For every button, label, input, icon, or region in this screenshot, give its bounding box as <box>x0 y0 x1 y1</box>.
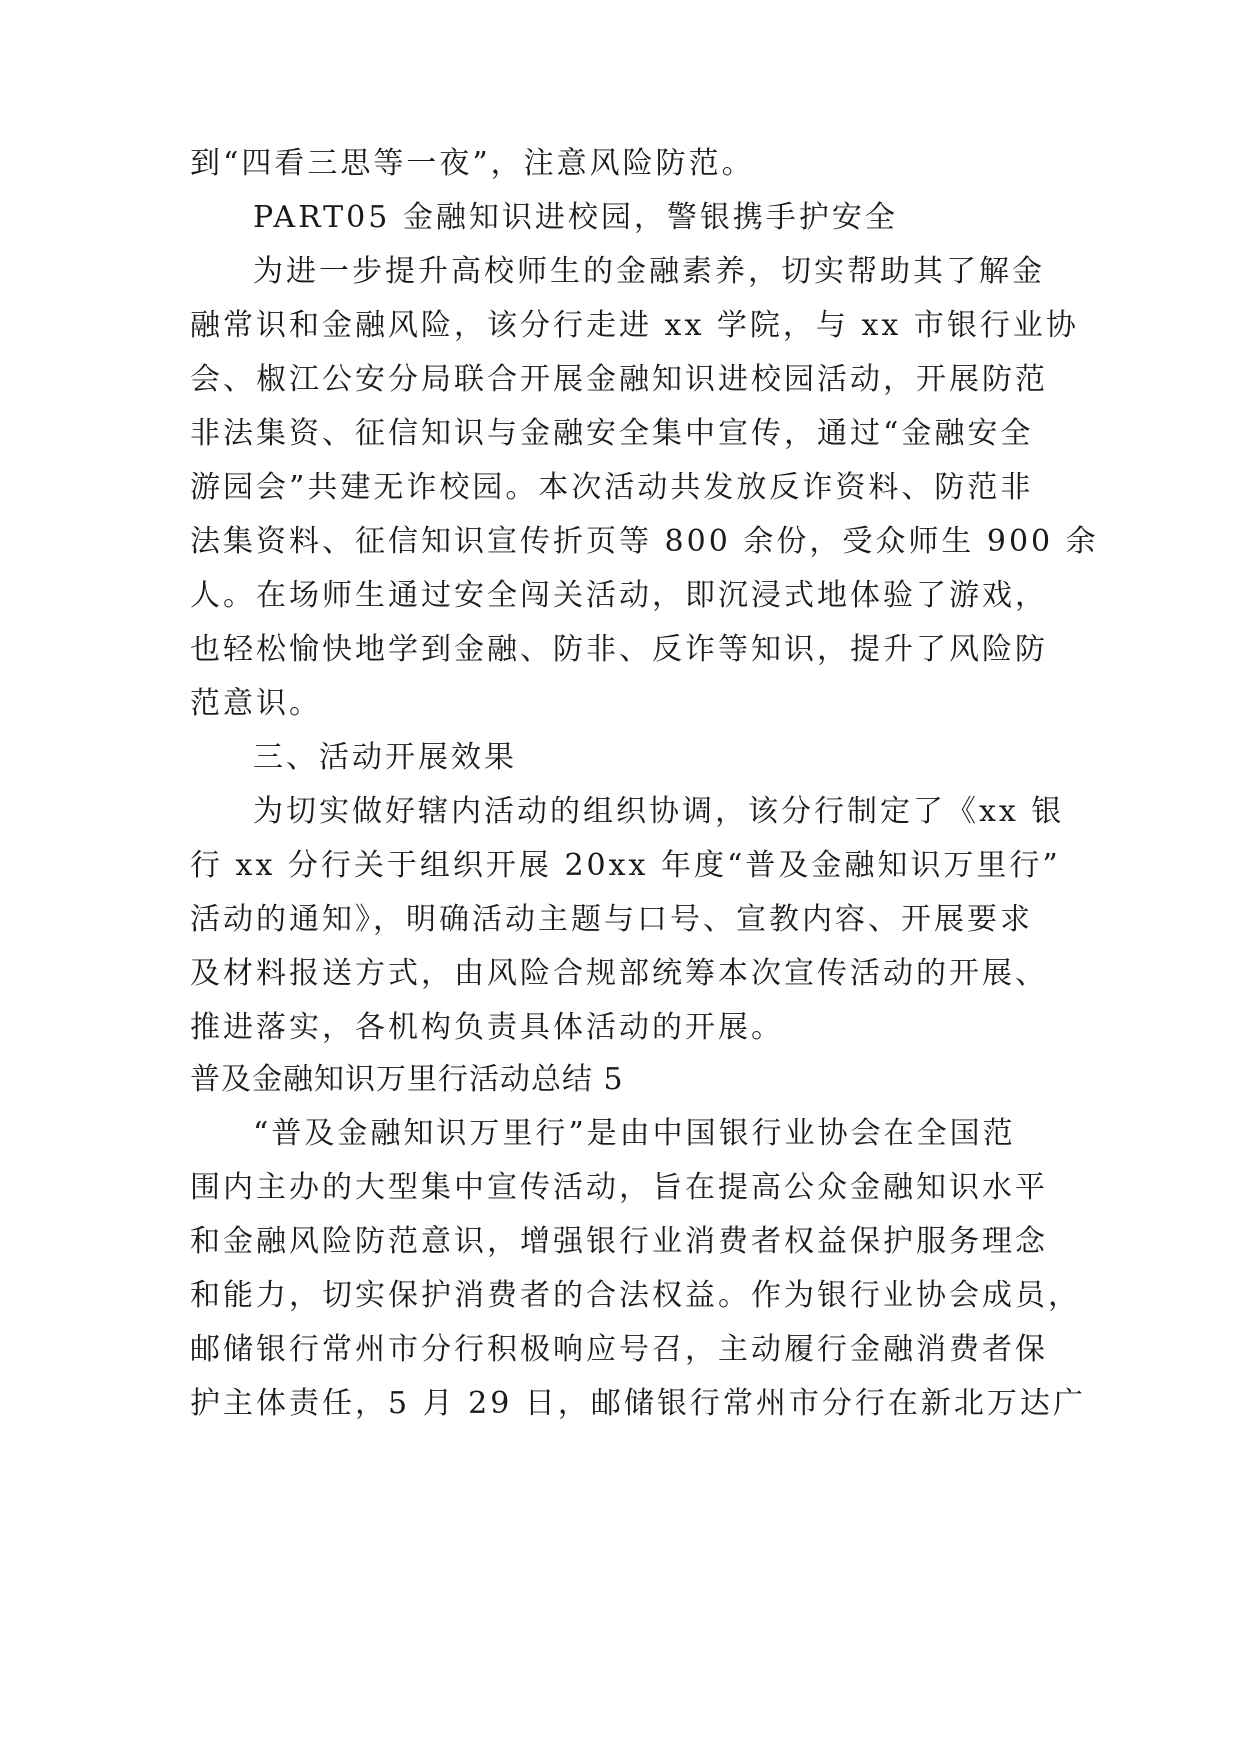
section-heading-results: 三、活动开展效果 <box>253 740 517 775</box>
paragraph-line: “普及金融知识万里行”是由中国银行业协会在全国范 <box>253 1116 1016 1151</box>
paragraph-line: 范意识。 <box>190 686 322 721</box>
paragraph-line: 游园会”共建无诈校园。本次活动共发放反诈资料、防范非 <box>190 470 1034 505</box>
paragraph-line: 人。在场师生通过安全闯关活动，即沉浸式地体验了游戏， <box>190 578 1048 613</box>
paragraph-line: 法集资料、征信知识宣传折页等 800 余份，受众师生 900 余 <box>190 524 1099 559</box>
paragraph-line: 为进一步提升高校师生的金融素养，切实帮助其了解金 <box>253 254 1045 289</box>
paragraph-line: 推进落实，各机构负责具体活动的开展。 <box>190 1010 784 1045</box>
paragraph-line: 活动的通知》，明确活动主题与口号、宣教内容、开展要求 <box>190 902 1033 937</box>
paragraph-line: 也轻松愉快地学到金融、防非、反诈等知识，提升了风险防 <box>190 632 1048 667</box>
paragraph-line: 到“四看三思等一夜”，注意风险防范。 <box>190 146 755 181</box>
article-title-5: 普及金融知识万里行活动总结 5 <box>190 1062 624 1097</box>
paragraph-line: 融常识和金融风险，该分行走进 xx 学院，与 xx 市银行业协 <box>190 308 1079 343</box>
paragraph-line: 为切实做好辖内活动的组织协调，该分行制定了《xx 银 <box>253 794 1065 829</box>
paragraph-line: 邮储银行常州市分行积极响应号召，主动履行金融消费者保 <box>190 1332 1048 1367</box>
paragraph-line: 护主体责任，5 月 29 日，邮储银行常州市分行在新北万达广 <box>190 1386 1086 1421</box>
paragraph-line: 会、椒江公安分局联合开展金融知识进校园活动，开展防范 <box>190 362 1048 397</box>
paragraph-line: 非法集资、征信知识与金融安全集中宣传，通过“金融安全 <box>190 416 1034 451</box>
paragraph-line: 行 xx 分行关于组织开展 20xx 年度“普及金融知识万里行” <box>190 848 1061 883</box>
paragraph-line: 和金融风险防范意识，增强银行业消费者权益保护服务理念 <box>190 1224 1048 1259</box>
paragraph-line: 及材料报送方式，由风险合规部统筹本次宣传活动的开展、 <box>190 956 1048 991</box>
paragraph-line: 和能力，切实保护消费者的合法权益。作为银行业协会成员， <box>190 1278 1081 1313</box>
section-heading-part05: PART05 金融知识进校园，警银携手护安全 <box>253 200 898 235</box>
paragraph-line: 围内主办的大型集中宣传活动，旨在提高公众金融知识水平 <box>190 1170 1048 1205</box>
